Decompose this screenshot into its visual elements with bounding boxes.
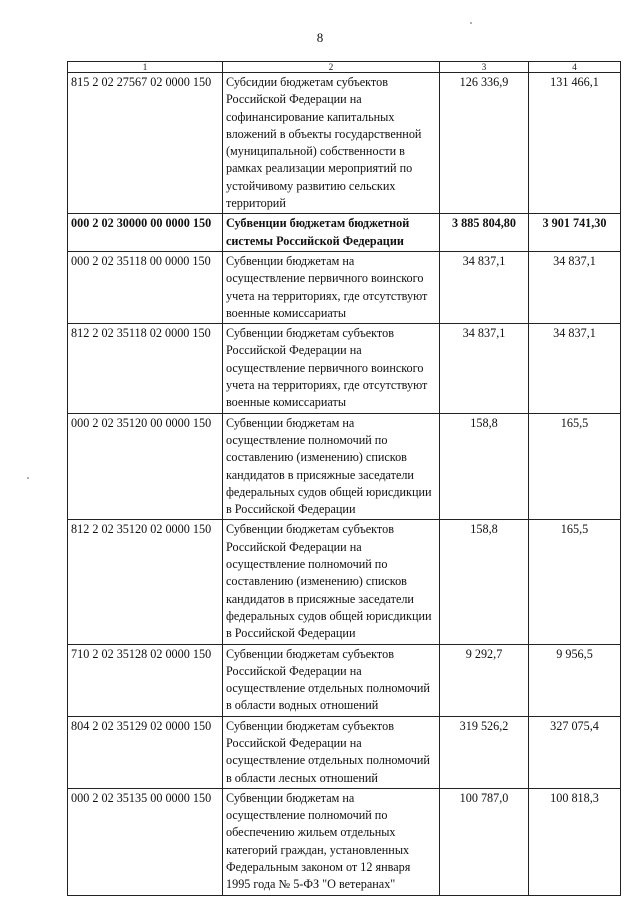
table-header-row xyxy=(68,62,621,73)
row-value-col4: 165,5 xyxy=(529,413,621,520)
row-code: 000 2 02 30000 00 0000 150 xyxy=(68,214,223,252)
row-value-col4: 3 901 741,30 xyxy=(529,214,621,252)
row-value-col3: 126 336,9 xyxy=(440,73,529,214)
row-code: 804 2 02 35129 02 0000 150 xyxy=(68,716,223,788)
budget-table xyxy=(67,61,621,896)
row-value-col4: 34 837,1 xyxy=(529,251,621,323)
table-row xyxy=(68,788,621,895)
row-value-col3: 158,8 xyxy=(440,413,529,520)
row-value-col3: 319 526,2 xyxy=(440,716,529,788)
table-row xyxy=(68,413,621,520)
row-name: Субвенции бюджетам на осуществление первичного воинского учета на территориях, где отсутствуют военные комиссариаты xyxy=(223,251,440,323)
scan-speck xyxy=(470,22,472,24)
row-value-col3: 100 787,0 xyxy=(440,788,529,895)
row-code: 000 2 02 35135 00 0000 150 xyxy=(68,788,223,895)
row-code: 812 2 02 35118 02 0000 150 xyxy=(68,324,223,413)
row-name: Субвенции бюджетам на осуществление полномочий по обеспечению жильем отдельных категорий граждан, установленных Федеральным законом от 12 января 1995 года № 5-ФЗ "О ветеранах" xyxy=(223,788,440,895)
row-value-col4: 131 466,1 xyxy=(529,73,621,214)
column-header-3: 3 xyxy=(440,62,529,73)
row-code: 812 2 02 35120 02 0000 150 xyxy=(68,520,223,644)
row-code: 710 2 02 35128 02 0000 150 xyxy=(68,644,223,716)
row-name: Субвенции бюджетам субъектов Российской Федерации на осуществление первичного воинского учета на территориях, где отсутствуют военные комиссариаты xyxy=(223,324,440,413)
scan-speck xyxy=(27,477,29,479)
row-name: Субвенции бюджетам на осуществление полномочий по составлению (изменению) списков кандидатов в присяжные заседатели федеральных судов общей юрисдикции в Российской Федерации xyxy=(223,413,440,520)
column-header-4: 4 xyxy=(529,62,621,73)
column-header-1: 1 xyxy=(68,62,223,73)
row-code: 000 2 02 35118 00 0000 150 xyxy=(68,251,223,323)
table-row xyxy=(68,324,621,413)
row-name: Субвенции бюджетам субъектов Российской Федерации на осуществление отдельных полномочий в области лесных отношений xyxy=(223,716,440,788)
page-number: 8 xyxy=(316,30,324,45)
table-row xyxy=(68,520,621,644)
row-value-col4: 100 818,3 xyxy=(529,788,621,895)
row-name: Субсидии бюджетам субъектов Российской Федерации на софинансирование капитальных вложений в объекты государственной (муниципальной) собственности в рамках реализации мероприятий по устойчивому развитию сельских территорий xyxy=(223,73,440,214)
column-header-2: 2 xyxy=(223,62,440,73)
row-code: 000 2 02 35120 00 0000 150 xyxy=(68,413,223,520)
row-value-col3: 34 837,1 xyxy=(440,251,529,323)
row-name: Субвенции бюджетам бюджетной системы Российской Федерации xyxy=(223,214,440,252)
table-row xyxy=(68,716,621,788)
row-value-col3: 34 837,1 xyxy=(440,324,529,413)
table-row xyxy=(68,251,621,323)
row-value-col4: 9 956,5 xyxy=(529,644,621,716)
row-name: Субвенции бюджетам субъектов Российской Федерации на осуществление отдельных полномочий в области водных отношений xyxy=(223,644,440,716)
table-row xyxy=(68,644,621,716)
row-value-col3: 3 885 804,80 xyxy=(440,214,529,252)
row-value-col4: 34 837,1 xyxy=(529,324,621,413)
table-row xyxy=(68,73,621,214)
row-value-col4: 165,5 xyxy=(529,520,621,644)
table-row-total xyxy=(68,214,621,252)
row-name: Субвенции бюджетам субъектов Российской Федерации на осуществление полномочий по составлению (изменению) списков кандидатов в присяжные заседатели федеральных судов общей юрисдикции в Российской Федерации xyxy=(223,520,440,644)
row-value-col4: 327 075,4 xyxy=(529,716,621,788)
row-value-col3: 158,8 xyxy=(440,520,529,644)
row-value-col3: 9 292,7 xyxy=(440,644,529,716)
row-code: 815 2 02 27567 02 0000 150 xyxy=(68,73,223,214)
